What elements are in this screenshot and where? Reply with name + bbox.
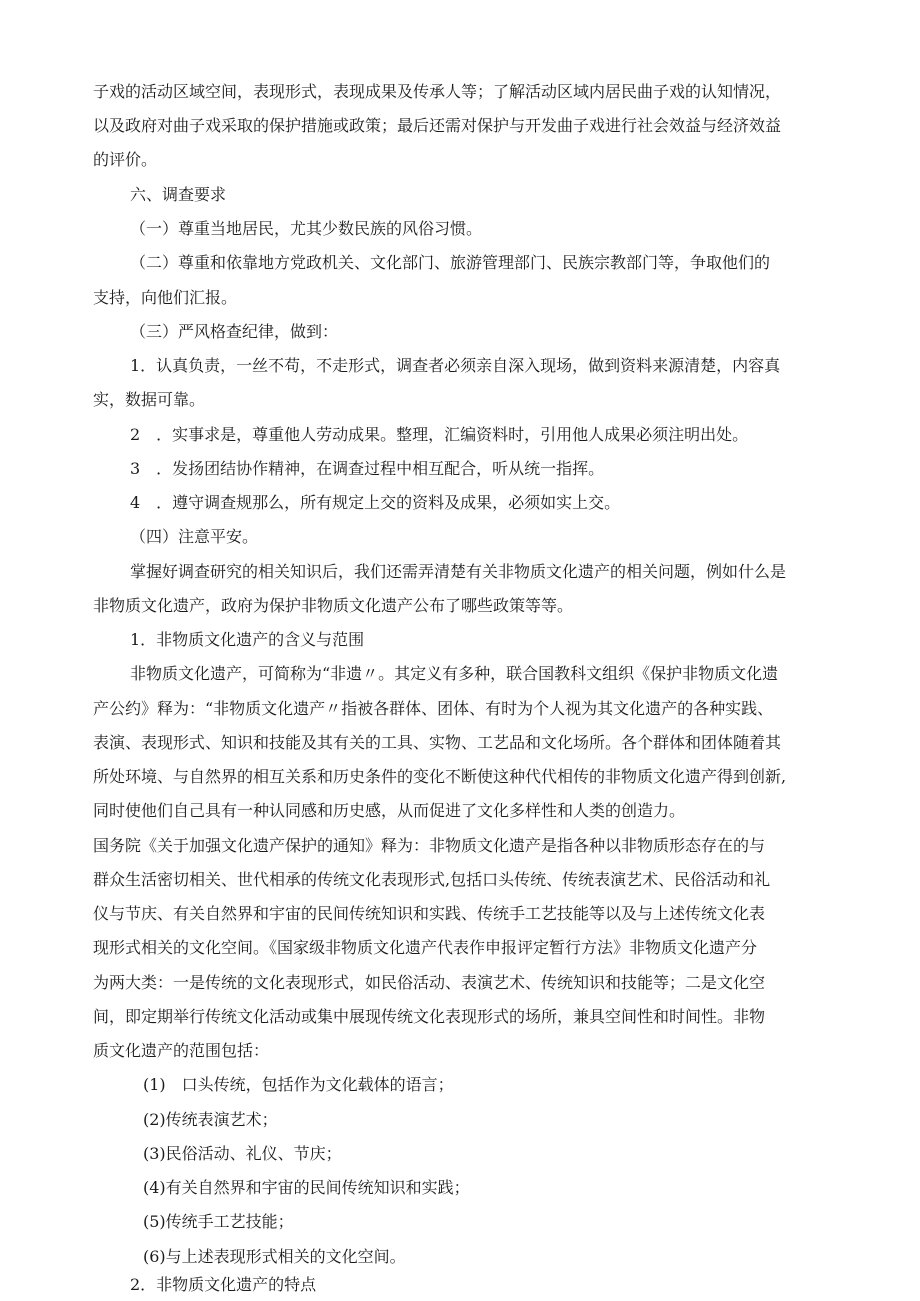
text-line: 实，数据可靠。 <box>93 390 206 409</box>
text-line: 现形式相关的文化空间。《国家级非物质文化遗产代表作申报评定暂行方法》非物质文化遗产分 <box>93 938 758 957</box>
subsection-heading: 1．非物质文化遗产的含义与范围 <box>130 630 365 649</box>
text-line: 子戏的活动区域空间，表现形式，表现成果及传承人等；了解活动区域内居民曲子戏的认知情况， <box>93 82 782 101</box>
text-line: 支持，向他们汇报。 <box>93 288 238 307</box>
text-line: 非物质文化遗产，可简称为“非遗〃。其定义有多种，联合国教科文组织《保护非物质文化遗 <box>130 664 779 683</box>
text-line: 的评价。 <box>93 150 158 169</box>
list-item: (5)传统手工艺技能； <box>143 1212 294 1231</box>
text-line: 3 ．发扬团结协作精神，在调查过程中相互配合，听从统一指挥。 <box>130 459 605 478</box>
list-item: (2)传统表演艺术； <box>143 1110 278 1129</box>
text-line: （四）注意平安。 <box>130 527 259 546</box>
list-item: (6)与上述表现形式相关的文化空间。 <box>143 1247 406 1266</box>
text-line: 掌握好调查研究的相关知识后，我们还需弄清楚有关非物质文化遗产的相关问题，例如什么是 <box>130 562 787 581</box>
text-line: 以及政府对曲子戏采取的保护措施或政策；最后还需对保护与开发曲子戏进行社会效益与经济效益 <box>93 116 782 135</box>
text-line: 间，即定期举行传统文化活动或集中展现传统文化表现形式的场所，兼具空间性和时间性。非物 <box>93 1007 766 1026</box>
text-line: 仪与节庆、有关自然界和宇宙的民间传统知识和实践、传统手工艺技能等以及与上述传统文化表 <box>93 904 766 923</box>
text-line: 同时使他们自己具有一种认同感和历史感，从而促进了文化多样性和人类的创造力。 <box>93 801 686 820</box>
text-line: 2 ．实事求是，尊重他人劳动成果。整理，汇编资料时，引用他人成果必须注明出处。 <box>130 425 749 444</box>
text-line: 产公约》释为：“非物质文化遗产〃指被各群体、团体、有时为个人视为其文化遗产的各种实践、 <box>93 699 774 718</box>
section-heading: 六、调查要求 <box>130 185 227 204</box>
subsection-heading: 2．非物质文化遗产的特点 <box>130 1275 317 1294</box>
text-line: 质文化遗产的范围包括： <box>93 1041 270 1060</box>
text-line: 为两大类：一是传统的文化表现形式，如民俗活动、表演艺术、传统知识和技能等；二是文化空 <box>93 973 766 992</box>
text-line: 4 ．遵守调查规那么，所有规定上交的资料及成果，必须如实上交。 <box>130 493 621 512</box>
text-line: 国务院《关于加强文化遗产保护的通知》释为：非物质文化遗产是指各种以非物质形态存在的与 <box>93 836 766 855</box>
list-item: (1) 口头传统，包括作为文化载体的语言； <box>143 1075 454 1094</box>
text-line: 非物质文化遗产，政府为保护非物质文化遗产公布了哪些政策等等。 <box>93 596 574 615</box>
text-line: 表演、表现形式、知识和技能及其有关的工具、实物、工艺品和文化场所。各个群体和团体随着其 <box>93 733 782 752</box>
text-line: （一）尊重当地居民，尤其少数民族的风俗习惯。 <box>130 219 483 238</box>
text-line: 所处环境、与自然界的相互关系和历史条件的变化不断使这种代代相传的非物质文化遗产得到创新, <box>93 767 787 786</box>
text-line: （二）尊重和依靠地方党政机关、文化部门、旅游管理部门、民族宗教部门等，争取他们的 <box>130 253 771 272</box>
text-line: （三）严风格查纪律，做到： <box>130 322 339 341</box>
list-item: (3)民俗活动、礼仪、节庆； <box>143 1144 342 1163</box>
text-line: 1．认真负责，一丝不苟，不走形式，调查者必须亲自深入现场，做到资料来源清楚，内容真 <box>130 356 781 375</box>
list-item: (4)有关自然界和宇宙的民间传统知识和实践； <box>143 1178 470 1197</box>
text-line: 群众生活密切相关、世代相承的传统文化表现形式,包括口头传统、传统表演艺术、民俗活动和礼 <box>93 870 771 889</box>
